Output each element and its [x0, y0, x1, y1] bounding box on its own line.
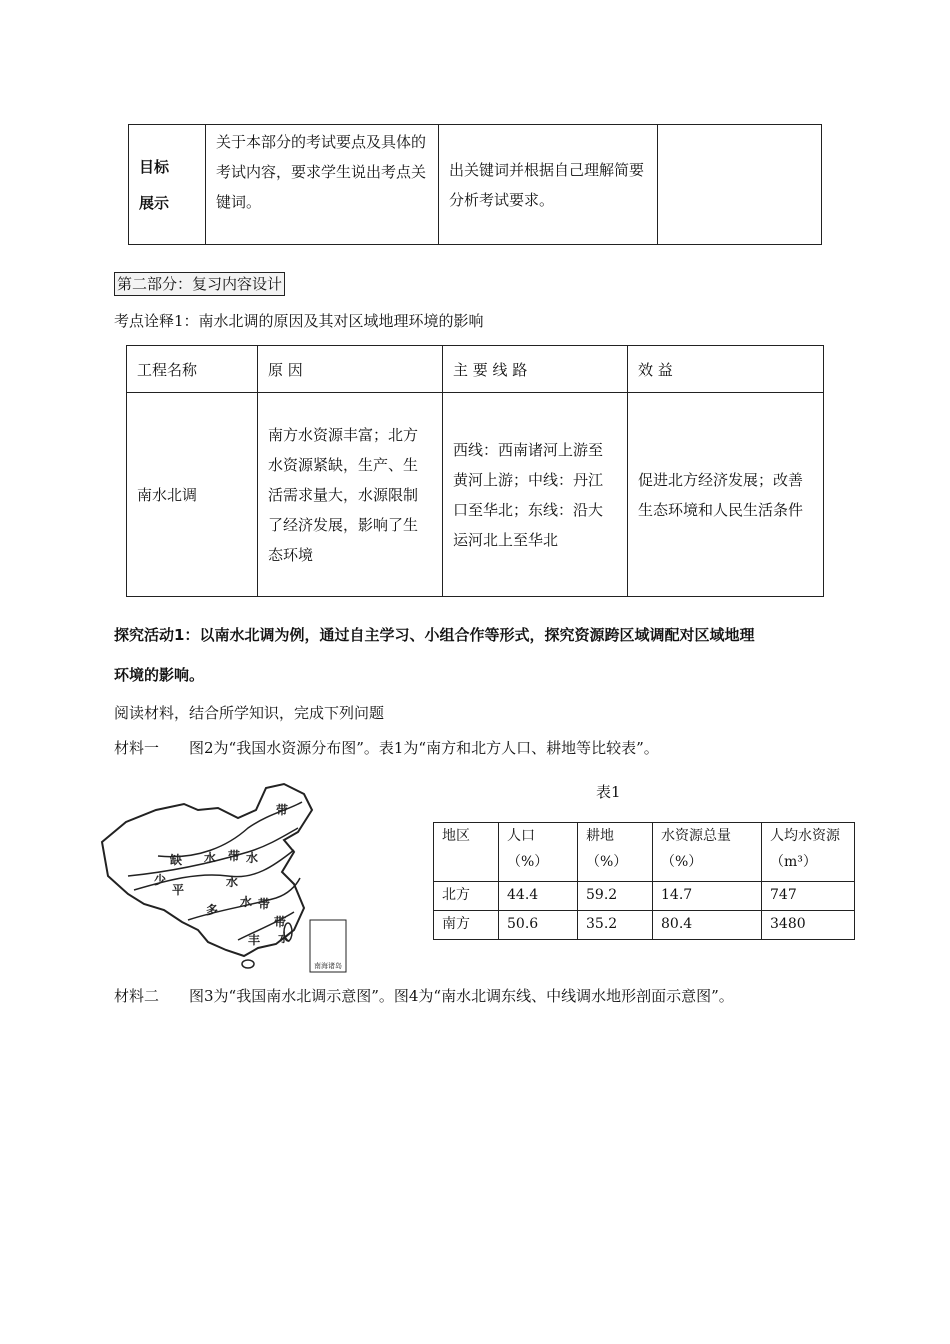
svg-text:带: 带: [274, 915, 287, 929]
svg-text:水: 水: [204, 851, 217, 865]
goal-empty-cell: [658, 125, 822, 245]
section-title: 第二部分：复习内容设计: [114, 272, 285, 296]
activity-line-2: 环境的影响。: [114, 666, 205, 684]
col-water-per-capita: 人均水资源（m³）: [762, 823, 855, 882]
inset-label: 南海诸岛: [314, 962, 342, 970]
table-caption: 表1: [596, 783, 621, 801]
header-routes: 主 要 线 路: [443, 346, 628, 393]
cell-routes: 西线：西南诸河上游至黄河上游；中线：丹江口至华北；东线：沿大运河北上至华北: [443, 393, 628, 597]
svg-text:带: 带: [258, 897, 271, 911]
project-table: [126, 345, 824, 597]
material-2: 材料二 图3为“我国南水北调示意图”。图4为“南水北调东线、中线调水地形剖面示意图”。: [114, 987, 734, 1005]
svg-text:水: 水: [246, 851, 259, 865]
goal-requirement: 出关键词并根据自己理解简要分析考试要求。: [439, 125, 658, 245]
svg-text:水: 水: [278, 931, 291, 945]
comparison-table: 地区 人口（%） 耕地（%） 水资源总量（%） 人均水资源（m³） 北方 44.4 59.2 14.7 747 南方 50.6 35.2 80.4 3480: [433, 822, 855, 940]
goal-table: [128, 124, 822, 245]
point-intro: 考点诠释1：南水北调的原因及其对区域地理环境的影响: [114, 312, 484, 330]
col-farmland: 耕地（%）: [578, 823, 653, 882]
col-water-total: 水资源总量（%）: [653, 823, 762, 882]
cell-name: 南水北调: [127, 393, 258, 597]
goal-label: 目标 展示: [129, 125, 206, 245]
svg-text:带: 带: [228, 849, 241, 863]
svg-text:水: 水: [226, 875, 239, 889]
header-name: 工程名称: [127, 346, 258, 393]
header-benefit: 效 益: [628, 346, 824, 393]
svg-text:水: 水: [240, 895, 253, 909]
goal-description: 关于本部分的考试要点及具体的考试内容，要求学生说出考点关键词。: [206, 125, 439, 245]
col-population: 人口（%）: [499, 823, 578, 882]
svg-text:带: 带: [276, 803, 289, 817]
material-1: 材料一 图2为“我国水资源分布图”。表1为“南方和北方人口、耕地等比较表”。: [114, 739, 659, 757]
cell-benefit: 促进北方经济发展；改善生态环境和人民生活条件: [628, 393, 824, 597]
svg-text:多: 多: [206, 903, 219, 917]
china-water-map: [98, 780, 358, 980]
svg-text:平: 平: [172, 883, 185, 897]
svg-text:缺: 缺: [170, 853, 183, 867]
col-region: 地区: [434, 823, 499, 882]
svg-text:少: 少: [154, 873, 167, 887]
svg-text:丰: 丰: [248, 933, 261, 947]
read-instruction: 阅读材料，结合所学知识，完成下列问题: [114, 704, 385, 722]
header-reason: 原 因: [258, 346, 443, 393]
activity-line-1: 探究活动1：以南水北调为例，通过自主学习、小组合作等形式，探究资源跨区域调配对区域地理: [114, 626, 755, 644]
cell-reason: 南方水资源丰富；北方水资源紧缺，生产、生活需求量大，水源限制了经济发展，影响了生态环境: [258, 393, 443, 597]
